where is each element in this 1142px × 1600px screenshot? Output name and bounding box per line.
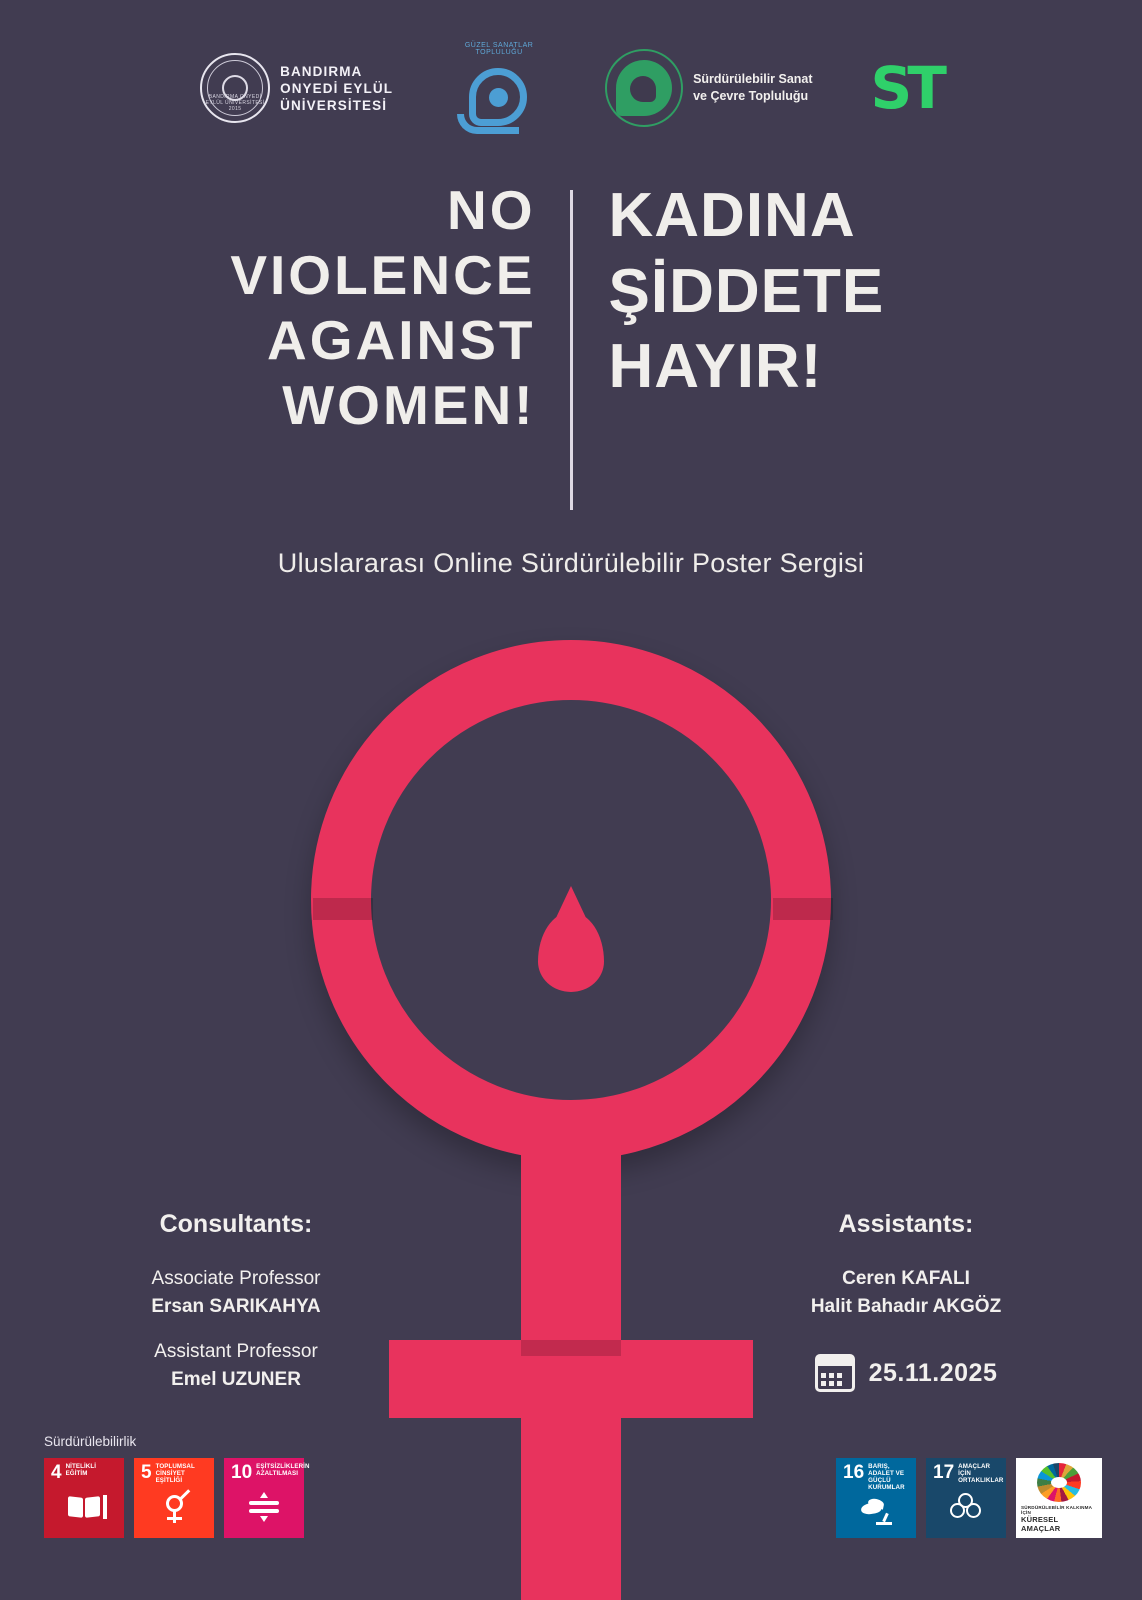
poster-subtitle: Uluslararası Online Sürdürülebilir Poster Sergisi bbox=[277, 548, 865, 578]
sdg-goal-17-text-line-2: ORTAKLIKLAR bbox=[958, 1476, 1004, 1484]
sdg-goal-10-text-line-2: AZALTILMASI bbox=[256, 1469, 299, 1477]
book-pencil-icon bbox=[51, 1482, 117, 1532]
calendar-icon bbox=[815, 1354, 855, 1392]
st-logo: ST bbox=[870, 54, 942, 122]
fine-arts-ring-text: GÜZEL SANATLAR TOPLULUĞU bbox=[464, 42, 534, 56]
event-date: 25.11.2025 bbox=[868, 1358, 998, 1387]
consultant-name-2: Emel UZUNER bbox=[171, 1368, 301, 1390]
title-english bbox=[150, 178, 570, 438]
sdg-color-wheel-icon bbox=[1037, 1463, 1081, 1502]
sdg-goal-10-text-line-1: EŞİTSİZLİKLERİN bbox=[256, 1463, 310, 1470]
sdg-goal-16-text-line-1: BARIŞ, ADALET VE bbox=[868, 1463, 905, 1477]
consultant-title-2: Assistant Professor bbox=[154, 1341, 318, 1363]
sdg-goal-16-number: 16 bbox=[843, 1462, 865, 1483]
title-turkish-line-1: KADINA bbox=[608, 181, 856, 250]
title-english-line-3: AGAINST bbox=[267, 308, 536, 371]
sdg-goal-4-text-line-2: EĞİTİM bbox=[65, 1469, 88, 1477]
university-name-line-2: ONYEDİ EYLÜL bbox=[280, 80, 394, 96]
consultant-name-1: Ersan SARIKAHYA bbox=[151, 1295, 321, 1317]
sdg-goals-right bbox=[836, 1458, 1102, 1538]
university-logo bbox=[200, 53, 393, 123]
sdg-wheel-caption-big: KÜRESEL AMAÇLAR bbox=[1021, 1515, 1061, 1533]
sdg-global-goals-logo bbox=[1016, 1458, 1102, 1538]
sdg-goal-16-text bbox=[868, 1464, 909, 1492]
university-name-line-3: ÜNİVERSİTESİ bbox=[280, 97, 388, 113]
title-turkish-line-2: ŞİDDETE bbox=[608, 256, 885, 326]
poster-title-block bbox=[0, 178, 1142, 510]
title-turkish bbox=[573, 178, 993, 405]
sdg-goal-17 bbox=[926, 1458, 1006, 1538]
sdg-goal-5 bbox=[134, 1458, 214, 1538]
sustainable-art-line-1: Sürdürülebilir Sanat bbox=[693, 72, 813, 87]
sdg-goal-5-text-line-1: TOPLUMSAL bbox=[155, 1463, 195, 1470]
sdg-goal-16-text-line-2: GÜÇLÜ KURUMLAR bbox=[868, 1476, 905, 1491]
university-seal-icon bbox=[200, 53, 270, 123]
sdg-goal-5-text bbox=[156, 1464, 207, 1485]
sdg-goal-10 bbox=[224, 1458, 310, 1538]
venus-circle-shadow-right bbox=[773, 898, 833, 920]
assistants-heading: Assistants: bbox=[838, 1210, 974, 1238]
title-english-line-2: VIOLENCE bbox=[230, 243, 536, 306]
brush-stroke-icon bbox=[457, 114, 519, 134]
gender-equality-icon bbox=[141, 1485, 207, 1532]
sdg-goal-4-text-line-1: NİTELİKLİ bbox=[65, 1463, 97, 1470]
sdg-goal-17-text bbox=[958, 1464, 1003, 1485]
sdg-wheel-caption-small: SÜRDÜRÜLEBİLİR KALKINMA İÇİN bbox=[1021, 1505, 1093, 1515]
equality-arrows-icon bbox=[231, 1482, 297, 1532]
assistants-block bbox=[766, 1210, 1046, 1392]
sustainable-art-community-name bbox=[693, 71, 812, 105]
sponsor-logo-bar bbox=[0, 38, 1142, 138]
sdg-goal-4-number: 4 bbox=[51, 1462, 62, 1483]
dove-gavel-icon bbox=[843, 1492, 909, 1532]
sdg-goal-16 bbox=[836, 1458, 916, 1538]
sustainable-art-community-logo bbox=[605, 49, 812, 127]
consultants-heading: Consultants: bbox=[159, 1210, 313, 1238]
sdg-goals-left bbox=[44, 1458, 310, 1538]
fine-arts-community-logo bbox=[451, 42, 547, 134]
title-turkish-line-3: HAYIR! bbox=[608, 332, 823, 402]
consultant-title-1: Associate Professor bbox=[151, 1268, 321, 1289]
venus-cross-shadow bbox=[521, 1340, 621, 1356]
consultants-block bbox=[86, 1210, 386, 1393]
sdg-goal-5-text-line-2: CİNSİYET EŞİTLİĞİ bbox=[155, 1469, 185, 1484]
partnership-rings-icon bbox=[933, 1485, 999, 1532]
venus-circle-shadow-left bbox=[313, 898, 373, 920]
sdg-goal-10-number: 10 bbox=[231, 1462, 253, 1483]
assistant-name-1: Ceren KAFALI bbox=[842, 1268, 970, 1289]
assistant-name-2: Halit Bahadır AKGÖZ bbox=[810, 1295, 1002, 1317]
sdg-goal-4-text bbox=[66, 1464, 96, 1478]
leaf-circle-icon bbox=[605, 49, 683, 127]
sdg-goal-4 bbox=[44, 1458, 124, 1538]
sdg-goal-10-text bbox=[256, 1464, 309, 1478]
title-english-line-1: NO bbox=[447, 179, 536, 241]
sdg-goal-17-number: 17 bbox=[933, 1462, 955, 1483]
venus-symbol-graphic bbox=[291, 640, 851, 1600]
event-date-row bbox=[766, 1354, 1046, 1392]
university-seal-text: BANDIRMA ONYEDİ EYLÜL ÜNİVERSİTESİ 2015 bbox=[205, 94, 265, 112]
university-name bbox=[280, 63, 393, 114]
sdg-goal-5-number: 5 bbox=[141, 1462, 152, 1483]
university-name-line-1: BANDIRMA bbox=[280, 63, 363, 79]
title-english-line-4: WOMEN! bbox=[282, 373, 536, 436]
sdg-goal-17-text-line-1: AMAÇLAR İÇİN bbox=[958, 1463, 991, 1477]
sustainability-label: Sürdürülebilirlik bbox=[44, 1434, 137, 1449]
sustainable-art-line-2: ve Çevre Topluluğu bbox=[693, 89, 809, 103]
